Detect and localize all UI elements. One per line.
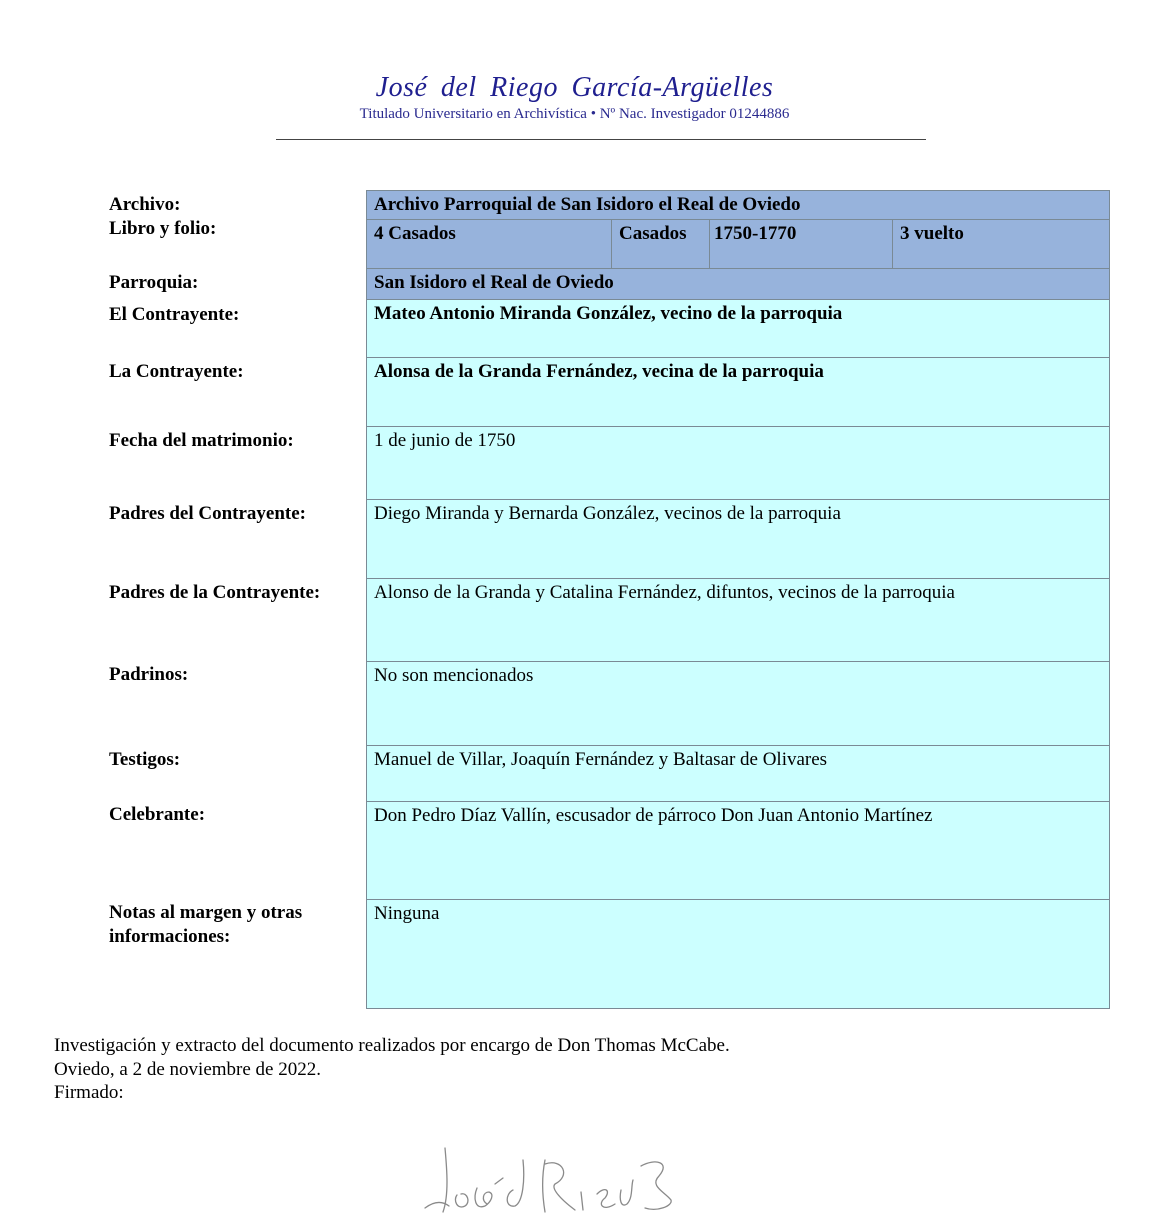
- libro-anos: 1750-1770: [714, 223, 797, 244]
- libro-folio-row: [367, 220, 1109, 268]
- testigos-text: Manuel de Villar, Joaquín Fernández y Baltasar de Olivares: [374, 749, 828, 770]
- label-notas: [109, 901, 302, 949]
- value-libro-folio: [366, 219, 1110, 269]
- label-padres-contrayente: Padres del Contrayente:: [109, 503, 307, 524]
- letterhead: [0, 72, 1149, 123]
- padres-la-contrayente-text: Alonso de la Granda y Catalina Fernández, difuntos, vecinos de la parroquia: [374, 582, 955, 603]
- folio: 3 vuelto: [900, 223, 964, 244]
- label-archivo: Archivo:: [109, 194, 181, 215]
- value-notas: [366, 899, 1110, 1009]
- footer-line-date: Oviedo, a 2 de noviembre de 2022.: [54, 1058, 321, 1080]
- footer-line-research: Investigación y extracto del documento realizados por encargo de Don Thomas McCabe.: [54, 1035, 730, 1056]
- author-credentials: Titulado Universitario en Archivística • Nº Nac. Investigador 01244886: [359, 106, 790, 122]
- padrinos-text: No son mencionados: [374, 665, 534, 686]
- contrayente-text: Mateo Antonio Miranda González, vecino de la parroquia: [374, 303, 843, 324]
- value-parroquia: [366, 268, 1110, 300]
- label-padrinos: Padrinos:: [109, 664, 189, 685]
- la-contrayente-text: Alonsa de la Granda Fernández, vecina de la parroquia: [374, 361, 824, 382]
- padres-contrayente-text: Diego Miranda y Bernarda González, vecinos de la parroquia: [374, 503, 841, 524]
- archivo-text: Archivo Parroquial de San Isidoro el Real de Oviedo: [374, 194, 801, 215]
- header-divider: [276, 139, 926, 140]
- label-libro-folio: Libro y folio:: [109, 218, 217, 239]
- parroquia-text: San Isidoro el Real de Oviedo: [374, 272, 614, 293]
- author-name: José del Riego García-Argüelles: [375, 72, 774, 103]
- notas-text: Ninguna: [374, 903, 440, 924]
- libro-numero: 4 Casados: [367, 220, 612, 268]
- libro-tipo-anos: [612, 220, 893, 268]
- value-padres-contrayente: [366, 499, 1110, 579]
- label-el-contrayente: El Contrayente:: [109, 304, 240, 325]
- label-parroquia: Parroquia:: [109, 272, 199, 293]
- fecha-text: 1 de junio de 1750: [374, 430, 516, 451]
- label-fecha-matrimonio: Fecha del matrimonio:: [109, 430, 294, 451]
- value-testigos: [366, 745, 1110, 802]
- label-testigos: Testigos:: [109, 749, 181, 770]
- libro-tipo: Casados: [619, 223, 687, 244]
- value-fecha: [366, 426, 1110, 500]
- value-padres-la-contrayente: [366, 578, 1110, 662]
- label-notas-line2: informaciones:: [109, 926, 231, 947]
- label-padres-la-contrayente: Padres de la Contrayente:: [109, 582, 321, 603]
- label-la-contrayente: La Contrayente:: [109, 361, 244, 382]
- handwritten-signature: [405, 1140, 705, 1215]
- celebrante-text: Don Pedro Díaz Vallín, escusador de párroco Don Juan Antonio Martínez: [374, 805, 933, 826]
- footer-line-signed: Firmado:: [54, 1082, 124, 1103]
- value-archivo: [366, 190, 1110, 220]
- footer-statement: [54, 1034, 730, 1105]
- label-notas-line1: Notas al margen y otras: [109, 902, 303, 923]
- label-celebrante: Celebrante:: [109, 804, 206, 825]
- value-celebrante: [366, 801, 1110, 900]
- value-la-contrayente: [366, 357, 1110, 427]
- value-el-contrayente: [366, 299, 1110, 358]
- value-padrinos: [366, 661, 1110, 747]
